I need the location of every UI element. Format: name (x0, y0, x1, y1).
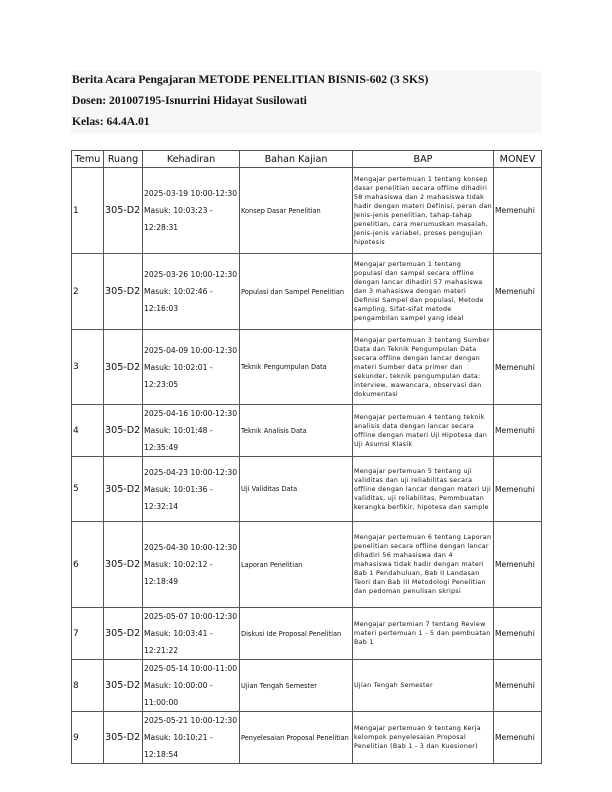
table-row (72, 330, 542, 405)
schedule-time: 2025-03-26 10:00-12:30 (144, 270, 238, 279)
schedule-time: 2025-04-23 10:00-12:30 (144, 467, 238, 477)
table-row (72, 660, 542, 712)
header-ruang: Ruang (104, 151, 143, 168)
cell-ruang: 305-D2 (104, 168, 143, 254)
schedule-time: 2025-05-07 10:00-12:30 (144, 612, 238, 621)
cell-bahan-kajian: Diskusi Ide Proposal Penelitian (240, 608, 353, 660)
header-kehadiran: Kehadiran (143, 151, 240, 168)
schedule-time: 2025-04-30 10:00-12:30 (144, 543, 238, 552)
header-bahan-kajian: Bahan Kajian (240, 151, 353, 168)
cell-ruang: 305-D2 (104, 522, 143, 608)
cell-temu: 6 (72, 522, 104, 608)
cell-temu: 9 (72, 712, 104, 764)
cell-ruang: 305-D2 (104, 712, 143, 764)
header-bap: BAP (353, 151, 494, 168)
cell-bap: Mengajar pertemian 7 tentang Review materi pertemuan 1 - 5 dan pembuatan Bab 1 (353, 608, 494, 660)
cell-bap: Mengajar pertemuan 1 tentang konsep dasar penelitian secara offline dihadiri 58 mahasiswa dan 2 mahasiswa tidak hadir dengan materi Definisi, peran dan Jenis-jenis penelitian, tahap-tahap penelitian, cara merumuskan masalah, Jenis-jenis variabel, proses pengujian hipotesis (353, 168, 494, 254)
header-temu: Temu (72, 151, 104, 168)
cell-bap: Ujian Tengah Semester (353, 660, 494, 712)
cell-monev: Memenuhi (494, 522, 542, 608)
cell-monev: Memenuhi (494, 405, 542, 457)
table-row (72, 608, 542, 660)
cell-ruang: 305-D2 (104, 330, 143, 405)
check-in-time: Masuk: 10:00:00 - 11:00:00 (144, 681, 213, 707)
cell-temu: 7 (72, 608, 104, 660)
table-row (72, 405, 542, 457)
cell-kehadiran (143, 405, 240, 457)
cell-bahan-kajian: Konsep Dasar Penelitian (240, 168, 353, 254)
table-row (72, 168, 542, 254)
schedule-time: 2025-05-21 10:00-12:30 (144, 716, 238, 725)
cell-temu: 1 (72, 168, 104, 254)
cell-bap: Mengajar pertemuan 1 tentang populasi dan sampel secara offline dengan lancar dihadiri 57 mahasiswa dan 3 mahasiswa dengan materi Definisi Sampel dan populasi, Metode sampling, Sifat-sifat metode pengambilan sampel yang ideal (353, 254, 494, 330)
cell-kehadiran (143, 522, 240, 608)
cell-bahan-kajian: Ujian Tengah Semester (240, 660, 353, 712)
header-monev: MONEV (494, 151, 542, 168)
cell-ruang: 305-D2 (104, 254, 143, 330)
table-row (72, 522, 542, 608)
cell-bap: Mengajar pertemuan 3 tentang Sumber Data dan Teknik Pengumpulan Data secara offline dengan lancar dengan materi Sumber data primer dan sekunder, teknik pengumpulan data: interview, wawancara, observasi dan dokumentasi (353, 330, 494, 405)
check-in-time: Masuk: 10:02:12 - 12:18:49 (144, 560, 213, 586)
cell-bap: Mengajar pertemuan 9 tentang Kerja kelompok penyelesaian Proposal Penelitian (Bab 1 - 3 dan Kuesioner) (353, 712, 494, 764)
cell-bahan-kajian: Teknik Analisis Data (240, 405, 353, 457)
schedule-time: 2025-03-19 10:00-12:30 (144, 189, 238, 198)
cell-kehadiran (143, 457, 240, 522)
check-in-time: Masuk: 10:03:23 - 12:28:31 (144, 206, 213, 232)
cell-bahan-kajian: Uji Validitas Data (240, 457, 353, 522)
cell-bahan-kajian: Teknik Pengumpulan Data (240, 330, 353, 405)
cell-temu: 2 (72, 254, 104, 330)
schedule-time: 2025-04-16 10:00-12:30 (144, 409, 238, 418)
cell-bap: Mengajar pertemuan 6 tentang Laporan penelitian secara offline dengan lancar dihadiri 56 mahasiswa dan 4 mahasiswa tidak hadir dengan materi Bab 1 Pendahuluan, Bab II Landasan Teori dan Bab III Metodologi Penelitian dan pedoman penulisan skripsi (353, 522, 494, 608)
cell-kehadiran (143, 254, 240, 330)
table-row (72, 712, 542, 764)
cell-monev: Memenuhi (494, 608, 542, 660)
cell-temu: 8 (72, 660, 104, 712)
schedule-time: 2025-05-14 10:00-11:00 (144, 664, 238, 673)
cell-monev: Memenuhi (494, 457, 542, 522)
cell-monev: Memenuhi (494, 330, 542, 405)
table-row (72, 457, 542, 522)
cell-bahan-kajian: Penyelesaian Proposal Penelitian (240, 712, 353, 764)
cell-ruang: 305-D2 (104, 608, 143, 660)
cell-monev: Memenuhi (494, 254, 542, 330)
cell-bahan-kajian: Populasi dan Sampel Penelitian (240, 254, 353, 330)
check-in-time: Masuk: 10:10:21 - 12:18:54 (144, 733, 213, 759)
check-in-time: Masuk: 10:01:48 - 12:35:49 (144, 426, 213, 452)
cell-bap: Mengajar pertemuan 5 tentang uji validitas dan uji reliabilitas secara offline dengan lancar dengan materi Uji validitas, uji reliabilitas, Pemmbuatan kerangka berfikir, hipotesa dan sample (353, 457, 494, 522)
check-in-time: Masuk: 10:01:36 - 12:32:14 (144, 484, 213, 511)
course-title: Berita Acara Pengajaran METODE PENELITIAN BISNIS-602 (3 SKS) (72, 73, 429, 86)
cell-ruang: 305-D2 (104, 660, 143, 712)
document-header (71, 71, 541, 133)
schedule-time: 2025-04-09 10:00-12:30 (144, 345, 238, 355)
cell-temu: 4 (72, 405, 104, 457)
cell-temu: 3 (72, 330, 104, 405)
table-row (72, 254, 542, 330)
cell-ruang: 305-D2 (104, 457, 143, 522)
cell-kehadiran (143, 660, 240, 712)
cell-kehadiran (143, 168, 240, 254)
cell-monev: Memenuhi (494, 168, 542, 254)
check-in-time: Masuk: 10:02:01 - 12:23:05 (144, 362, 213, 389)
cell-kehadiran (143, 330, 240, 405)
cell-monev: Memenuhi (494, 712, 542, 764)
cell-bap: Mengajar pertemuan 4 tentang teknik analisis data dengan lancar secara offline dengan materi Uji Hipotesa dan Uji Asumsi Klasik (353, 405, 494, 457)
class-line: Kelas: 64.4A.01 (72, 115, 150, 128)
cell-ruang: 305-D2 (104, 405, 143, 457)
lecturer-line: Dosen: 201007195-Isnurrini Hidayat Susilowati (72, 94, 307, 107)
cell-temu: 5 (72, 457, 104, 522)
cell-bahan-kajian: Laporan Penelitian (240, 522, 353, 608)
cell-kehadiran (143, 608, 240, 660)
table-header-row (72, 151, 542, 168)
attendance-table (71, 150, 542, 764)
check-in-time: Masuk: 10:02:46 - 12:16:03 (144, 287, 213, 313)
cell-monev: Memenuhi (494, 660, 542, 712)
check-in-time: Masuk: 10:03:41 - 12:21:22 (144, 629, 213, 655)
cell-kehadiran (143, 712, 240, 764)
